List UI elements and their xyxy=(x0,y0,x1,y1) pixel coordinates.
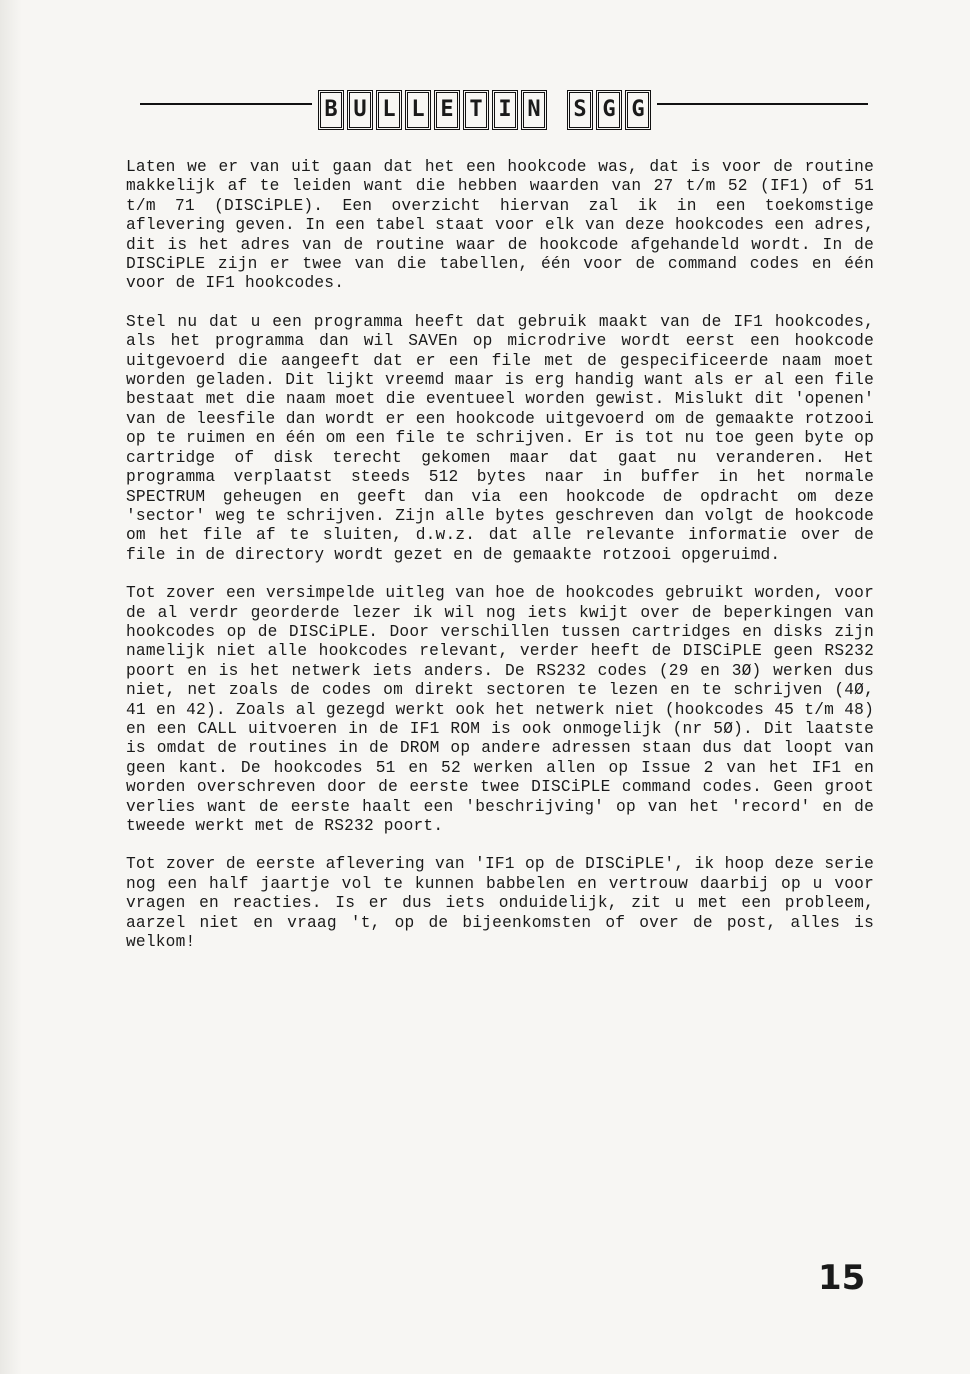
page-edge xyxy=(0,0,22,1374)
logo-gap xyxy=(550,90,564,130)
logo-letter: L xyxy=(376,90,402,130)
bulletin-header xyxy=(140,90,868,140)
article-body xyxy=(126,158,874,971)
logo-letter: B xyxy=(318,90,344,130)
logo-letter: U xyxy=(347,90,373,130)
paragraph: Stel nu dat u een programma heeft dat gebruik maakt van de IF1 hookcodes, als het programma dan wil SAVEn op microdrive wordt eerst een hookcode uitgevoerd die aangeeft dat er een file met de gespecificeerde naam moet worden geladen. Dit lijkt vreemd maar is erg handig want als er al een file bestaat met die naam moet die eventueel worden gewist. Mislukt dit 'openen' van de leesfile dan wordt er een hookcode uitgevoerd om de gemaakte rotzooi op te ruimen en één om een file te schrijven. Er is tot nu toe geen byte op cartridge of disk terecht gekomen maar dat gaat nu veranderen. Het programma verplaatst steeds 512 bytes naar in buffer in het normale SPECTRUM geheugen en geeft dan via een hookcode de opdracht om deze 'sector' weg te schrijven. Zijn alle bytes geschreven dan volgt de hookcode om het file af te sluiten, d.w.z. dat alle relevante informatie over de file in de directory wordt gezet en de gemaakte rotzooi opgeruimd. xyxy=(126,312,874,564)
page-number: 15 xyxy=(818,1258,866,1298)
paragraph: Tot zover de eerste aflevering van 'IF1 op de DISCiPLE', ik hoop deze serie nog een half jaartje vol te kunnen babbelen en vertrouw daarbij op u voor vragen en reacties. Is er dus iets onduidelijk, zit u met een probleem, aarzel niet en vraag 't, op de bijeenkomsten of over de post, alles is welkom! xyxy=(126,855,874,952)
bulletin-sgg-logo xyxy=(312,90,657,130)
logo-letter: S xyxy=(567,90,593,130)
logo-letter: T xyxy=(463,90,489,130)
logo-letter: G xyxy=(625,90,651,130)
paragraph: Laten we er van uit gaan dat het een hookcode was, dat is voor de routine makkelijk af te leiden want die hebben waarden van 27 t/m 52 (IF1) of 51 t/m 71 (DISCiPLE). Een overzicht hiervan zal ik in een toekomstige aflevering geven. In een tabel staat voor elk van deze hookcodes een adres, dit is het adres van de routine waar de hookcode afgehandeld wordt. In de DISCiPLE zijn er twee van die tabellen, één voor de command codes en één voor de IF1 hookcodes. xyxy=(126,158,874,293)
logo-letter: E xyxy=(434,90,460,130)
paragraph: Tot zover een versimpelde uitleg van hoe de hookcodes gebruikt worden, voor de al verdr georderde lezer ik wil nog iets kwijt over de beperkingen van hookcodes op de DISCiPLE. Door verschillen tussen cartridges en disks zijn namelijk niet alle hookcodes relevant, verder heeft de DISCiPLE geen RS232 poort en is het netwerk iets anders. De RS232 codes (29 en 3Ø) werken dus niet, net zoals de codes om direkt sectoren te lezen en te schrijven (4Ø, 41 en 42). Zoals al gezegd werkt ook het netwerk niet (hookcodes 45 t/m 48) en een CALL uitvoeren in de IF1 ROM is ook onmogelijk (nr 5Ø). Dit laatste is omdat de routines in de DROM op andere adressen staan dus dat loopt van geen kant. De hookcodes 51 en 52 werken allen op Issue 2 van het IF1 en worden overschreven door de eerste twee DISCiPLE command codes. Geen groot verlies want de eerste haalt een 'beschrijving' op van het 'record' en de tweede werkt met de RS232 poort. xyxy=(126,584,874,835)
logo-letter: N xyxy=(521,90,547,130)
logo-letter: I xyxy=(492,90,518,130)
logo-letter: G xyxy=(596,90,622,130)
logo-letter: L xyxy=(405,90,431,130)
